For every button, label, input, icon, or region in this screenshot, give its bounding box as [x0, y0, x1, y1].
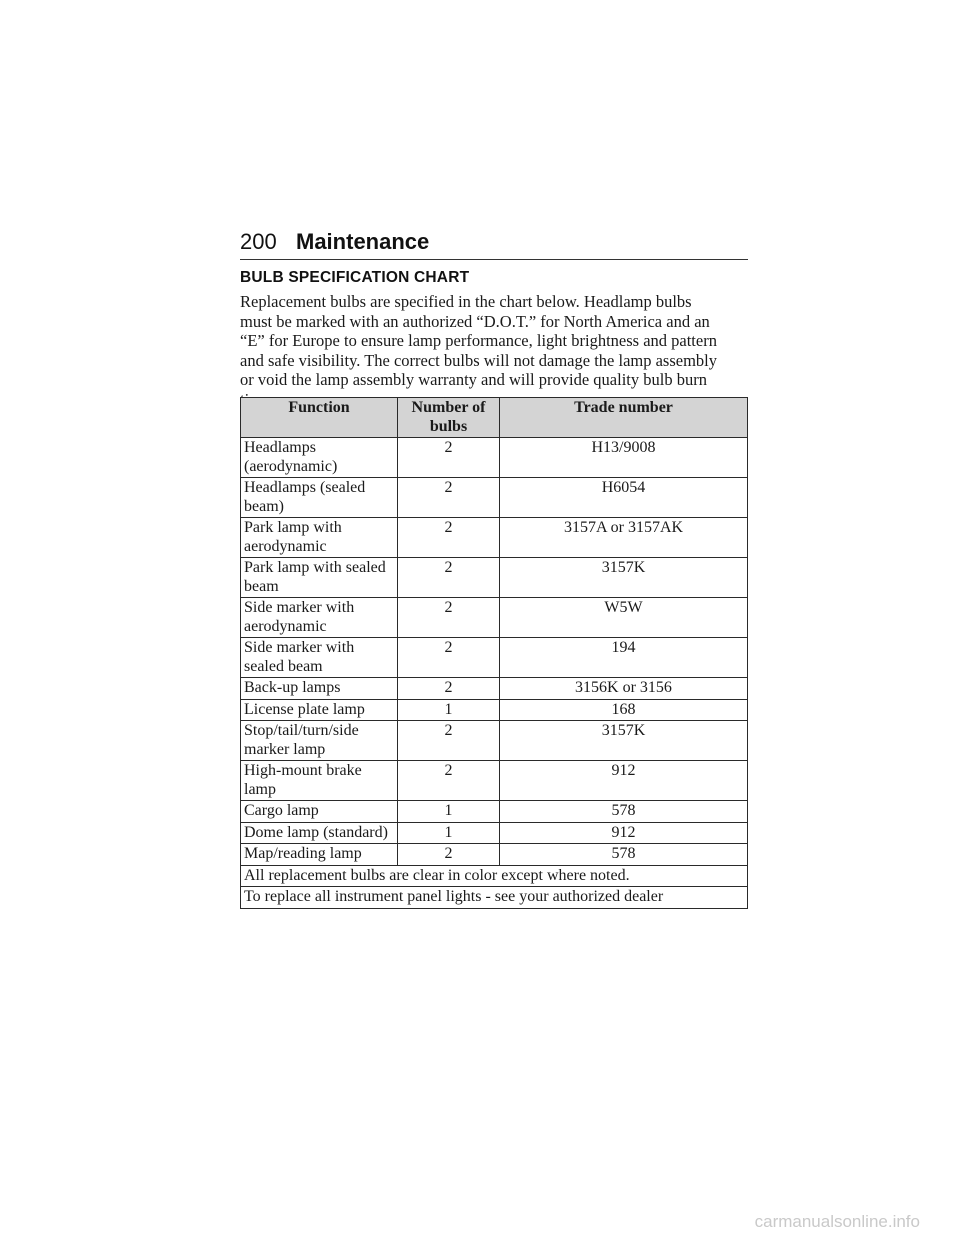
function-cell: Cargo lamp — [241, 801, 398, 823]
table-note: All replacement bulbs are clear in color except where noted. — [241, 865, 748, 887]
table-row — [241, 721, 748, 761]
column-header-number-line2: bulbs — [429, 417, 468, 435]
function-line: Park lamp with — [244, 519, 342, 536]
function-cell — [241, 518, 398, 558]
bulb-count-cell: 2 — [398, 478, 500, 518]
function-line: aerodynamic — [244, 617, 327, 635]
page-number: 200 — [240, 229, 277, 254]
function-cell — [241, 598, 398, 638]
function-cell: Back-up lamps — [241, 678, 398, 700]
chart-heading: BULB SPECIFICATION CHART — [240, 269, 470, 286]
function-cell — [241, 721, 398, 761]
function-cell — [241, 438, 398, 478]
page-header — [240, 229, 748, 260]
trade-number-cell: 168 — [500, 699, 748, 721]
table-note-row — [241, 887, 748, 909]
function-cell: Map/reading lamp — [241, 844, 398, 866]
function-line: Headlamps (sealed — [244, 479, 366, 496]
function-line: marker lamp — [244, 740, 326, 758]
function-cell — [241, 478, 398, 518]
function-line: Side marker with — [244, 599, 355, 616]
table-note: To replace all instrument panel lights - see your authorized dealer — [241, 887, 748, 909]
bulb-specification-table — [240, 397, 748, 909]
trade-number-cell: 3157A or 3157AK — [500, 518, 748, 558]
trade-number-cell: 3156K or 3156 — [500, 678, 748, 700]
function-line: beam) — [244, 497, 284, 515]
table-row — [241, 478, 748, 518]
column-header-trade-number: Trade number — [500, 398, 748, 438]
bulb-count-cell: 2 — [398, 558, 500, 598]
trade-number-cell: 578 — [500, 801, 748, 823]
column-header-number-line1: Number of — [411, 399, 486, 416]
intro-line: or void the lamp assembly warranty and will provide quality bulb burn — [240, 370, 707, 390]
table-row — [241, 761, 748, 801]
table-note-row — [241, 865, 748, 887]
table-row — [241, 844, 748, 866]
table-row — [241, 638, 748, 678]
section-title: Maintenance — [296, 229, 430, 254]
table-row — [241, 801, 748, 823]
function-line: Park lamp with sealed — [244, 559, 386, 576]
bulb-count-cell: 2 — [398, 638, 500, 678]
function-line: (aerodynamic) — [244, 457, 338, 475]
table-row — [241, 598, 748, 638]
function-cell — [241, 558, 398, 598]
function-line: Headlamps — [244, 439, 316, 456]
intro-paragraph — [240, 292, 752, 410]
bulb-count-cell: 1 — [398, 699, 500, 721]
intro-line: “E” for Europe to ensure lamp performance, light brightness and pattern — [240, 331, 717, 351]
trade-number-cell: 578 — [500, 844, 748, 866]
table-row — [241, 678, 748, 700]
trade-number-cell: 912 — [500, 822, 748, 844]
table-row — [241, 518, 748, 558]
function-line: lamp — [244, 780, 276, 798]
function-cell: License plate lamp — [241, 699, 398, 721]
bulb-count-cell: 2 — [398, 721, 500, 761]
trade-number-cell: H13/9008 — [500, 438, 748, 478]
function-line: aerodynamic — [244, 537, 327, 555]
table-row — [241, 699, 748, 721]
function-cell: Dome lamp (standard) — [241, 822, 398, 844]
function-cell — [241, 638, 398, 678]
trade-number-cell: 3157K — [500, 721, 748, 761]
function-line: beam — [244, 577, 279, 595]
function-line: Stop/tail/turn/side — [244, 722, 359, 739]
bulb-count-cell: 2 — [398, 761, 500, 801]
bulb-count-cell: 2 — [398, 844, 500, 866]
trade-number-cell: W5W — [500, 598, 748, 638]
trade-number-cell: H6054 — [500, 478, 748, 518]
intro-line: must be marked with an authorized “D.O.T.” for North America and an — [240, 311, 710, 331]
trade-number-cell: 194 — [500, 638, 748, 678]
bulb-count-cell: 2 — [398, 438, 500, 478]
trade-number-cell: 3157K — [500, 558, 748, 598]
function-line: High-mount brake — [244, 762, 362, 779]
table-header-row — [241, 398, 748, 438]
bulb-count-cell: 2 — [398, 598, 500, 638]
bulb-count-cell: 1 — [398, 822, 500, 844]
function-line: sealed beam — [244, 657, 323, 675]
bulb-count-cell: 2 — [398, 678, 500, 700]
intro-line: Replacement bulbs are specified in the chart below. Headlamp bulbs — [240, 292, 692, 311]
column-header-function: Function — [241, 398, 398, 438]
table-row — [241, 822, 748, 844]
watermark-text: carmanualsonline.info — [754, 1212, 920, 1231]
table-row — [241, 558, 748, 598]
function-cell — [241, 761, 398, 801]
intro-line: and safe visibility. The correct bulbs will not damage the lamp assembly — [240, 350, 718, 370]
table-row — [241, 438, 748, 478]
function-line: Side marker with — [244, 639, 355, 656]
trade-number-cell: 912 — [500, 761, 748, 801]
bulb-count-cell: 2 — [398, 518, 500, 558]
column-header-number-of-bulbs — [398, 398, 500, 438]
bulb-count-cell: 1 — [398, 801, 500, 823]
